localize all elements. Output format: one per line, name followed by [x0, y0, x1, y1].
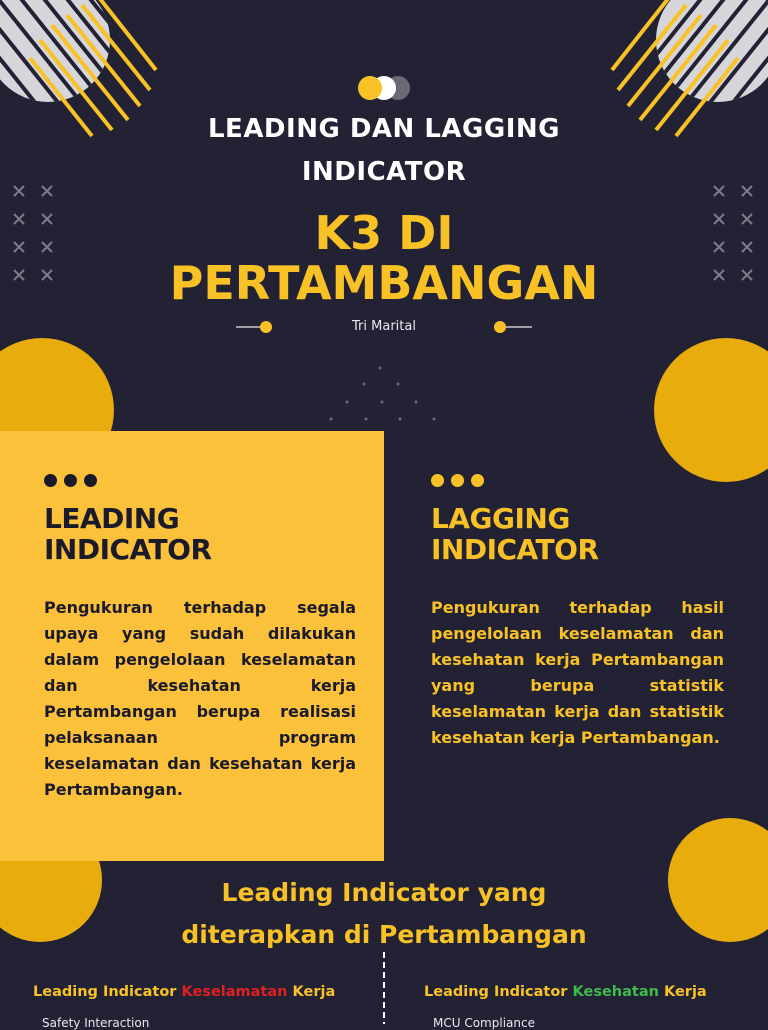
- author-name: Tri Marital: [352, 319, 416, 334]
- lagging-title: [431, 503, 599, 565]
- section-heading: [0, 872, 768, 956]
- safety-list-item: Safety Interaction: [42, 1016, 150, 1030]
- yellow-circle-right-upper: [654, 338, 768, 482]
- leading-title: [44, 503, 212, 565]
- main-heading-line-1: K3 DI: [314, 206, 454, 260]
- leading-title-line-1: LEADING: [44, 502, 180, 535]
- section-heading-line-2: diterapkan di Pertambangan: [181, 920, 587, 949]
- safety-label-highlight: Keselamatan: [181, 984, 288, 1000]
- health-label-highlight: Kesehatan: [572, 984, 659, 1000]
- main-heading: [0, 208, 768, 308]
- leading-title-line-2: INDICATOR: [44, 533, 212, 566]
- dots-icon: [44, 474, 97, 487]
- lagging-title-line-1: LAGGING: [431, 502, 570, 535]
- section-heading-line-1: Leading Indicator yang: [221, 878, 547, 907]
- lagging-title-line-2: INDICATOR: [431, 533, 599, 566]
- health-label-prefix: Leading Indicator: [424, 984, 573, 1000]
- safety-label-prefix: Leading Indicator: [33, 984, 182, 1000]
- title-line-1: LEADING DAN LAGGING: [207, 114, 561, 144]
- health-indicator-label: [424, 984, 707, 1000]
- health-label-suffix: Kerja: [658, 984, 707, 1000]
- dots-icon: [431, 474, 484, 487]
- safety-indicator-label: [33, 984, 335, 1000]
- safety-label-suffix: Kerja: [287, 984, 336, 1000]
- health-list-item: MCU Compliance: [433, 1016, 535, 1030]
- lagging-description: Pengukuran terhadap hasil pengelolaan keselamatan dan kesehatan kerja Pertambangan yang berupa statistik keselamatan kerja dan statistik kesehatan kerja Pertambangan.: [431, 598, 724, 747]
- main-heading-line-2: PERTAMBANGAN: [169, 256, 599, 310]
- page-title: [0, 108, 768, 194]
- leading-description: Pengukuran terhadap segala upaya yang sudah dilakukan dalam pengelolaan keselamatan dan kesehatan kerja Pertambangan berupa realisasi pelaksanaan program keselamatan dan kesehatan kerja Pertambangan.: [44, 598, 356, 799]
- title-line-2: INDICATOR: [301, 157, 467, 187]
